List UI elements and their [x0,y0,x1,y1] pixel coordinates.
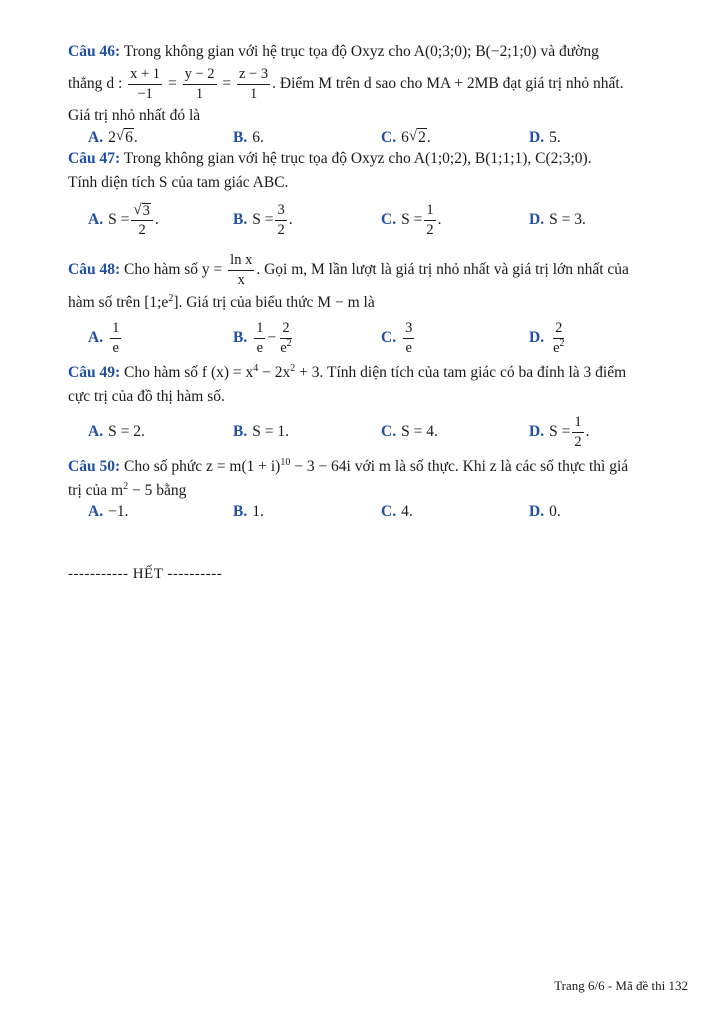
question-46-line-1: Câu 46: Trong không gian với hệ trục tọa độ Oxyz cho A(0;3;0); B(−2;1;0) và đường [68,43,599,60]
answer-options [68,128,690,147]
question-number: Câu 47: [68,150,121,167]
points-expression: A(0;3;0); B(−2;1;0) [413,43,537,60]
option-b[interactable]: B. S = $\frac{3}{2}$ . [233,202,293,238]
fraction: $\frac{1}{2}$ [574,414,582,450]
question-46-line-2: thẳng d : $\frac{x + 1}{-1}$ = $\frac{y - 2}{1}$ = $\frac{z - 3}{1}$ . Điểm M trên d sao cho MA + 2MB đạt giá trị nhỏ nhất. [68,66,624,102]
exam-page [68,40,690,521]
fraction: $\frac{1}{e}$ [112,320,120,356]
fraction: $\frac{\text{ln x}}{x}$ [230,252,253,288]
question-number: Câu 49: [68,364,121,381]
sqrt: √ 6 [115,128,133,146]
question-48 [68,249,690,361]
option-a[interactable]: A. $\frac{1}{e}$ [88,320,120,356]
option-a[interactable]: A. −1. [88,503,129,520]
option-b[interactable]: B. 1. [233,503,264,520]
option-c[interactable]: C. S = 4. [381,423,438,440]
answer-options [68,315,690,361]
option-d[interactable]: D. 0. [529,503,561,520]
fraction: $\frac{2}{e^2}$ [280,320,292,356]
question-49-line-1: Câu 49: Cho hàm số f $(x) = x^4 - 2x^2 + 3$. Tính diện tích của tam giác có ba đỉnh là 3 điểm [68,362,627,381]
question-number: Câu 46: [68,43,121,60]
option-c[interactable]: C. 6 √ 2 . [381,128,431,146]
points-expression: A(1;0;2), B(1;1;1), C(2;3;0) [413,150,588,167]
option-b[interactable]: B. 6. [233,128,264,146]
question-number: Câu 48: [68,261,121,278]
fraction: √ 3 2 [131,203,152,238]
question-47-line-1: Câu 47: Trong không gian với hệ trục tọa độ Oxyz cho A(1;0;2), B(1;1;1), C(2;3;0). [68,150,592,167]
question-49-line-2: cực trị của đồ thị hàm số. [68,388,225,405]
question-49 [68,361,690,455]
end-marker: ----------- HẾT ---------- [68,566,223,582]
option-d[interactable]: D. 5. [529,128,561,146]
fraction: $\frac{3}{e}$ [405,320,413,356]
option-a[interactable]: A. 2 √ 6 . [88,128,138,146]
fraction: $\frac{1}{e}$ [256,320,264,356]
option-d[interactable]: D. S = 3. [529,211,586,228]
fraction: $\frac{x + 1}{-1}$ [130,66,161,102]
fraction: $\frac{z - 3}{1}$ [239,66,269,102]
fraction: $\frac{y - 2}{1}$ [184,66,215,102]
fraction: $\frac{3}{2}$ [277,202,285,238]
question-46-line-3: Giá trị nhỏ nhất đó là [68,107,201,124]
question-48-line-1: Câu 48: Cho hàm số y = $\frac{\text{ln x}}{x}$ . Gọi m, M lần lượt là giá trị nhỏ nhất và giá trị lớn nhất của [68,252,629,288]
answer-options [68,503,690,521]
option-d[interactable]: D. $\frac{2}{e^2}$ [529,320,565,356]
answer-options [68,195,690,245]
question-48-line-2: hàm số trên $[1;e^2]$. Giá trị của biểu thức M − m là [68,292,375,311]
option-a[interactable]: A. S = 2. [88,423,145,440]
question-47-line-2: Tính diện tích S của tam giác ABC. [68,174,289,191]
option-a[interactable]: A. S = √ 3 2 . [88,201,159,238]
fraction: $\frac{1}{2}$ [426,202,434,238]
sqrt: √ 2 [408,128,426,146]
question-47 [68,147,690,245]
question-46 [68,40,690,147]
option-c[interactable]: C. 4. [381,503,413,520]
sqrt: √ 3 [133,201,150,219]
question-50 [68,455,690,521]
option-c[interactable]: C. S = $\frac{1}{2}$ . [381,202,442,238]
page-footer: Trang 6/6 - Mã đề thi 132 [554,978,688,993]
option-b[interactable]: B. S = 1. [233,423,289,440]
answer-options [68,409,690,455]
option-c[interactable]: C. $\frac{3}{e}$ [381,320,413,356]
option-d[interactable]: D. S = $\frac{1}{2}$ . [529,414,590,450]
question-50-line-2: trị của $m^2 - 5$ bằng [68,480,187,499]
fraction: $\frac{2}{e^2}$ [553,320,565,356]
question-number: Câu 50: [68,458,121,475]
option-b[interactable]: B. $\frac{1}{e}$ − $\frac{2}{e^2}$ [233,320,292,356]
question-50-line-1: Câu 50: Cho số phức $z = m(1 + i)^{10} - 3 - 64i$ với m là số thực. Khi z là các số thực thì giá [68,456,629,475]
